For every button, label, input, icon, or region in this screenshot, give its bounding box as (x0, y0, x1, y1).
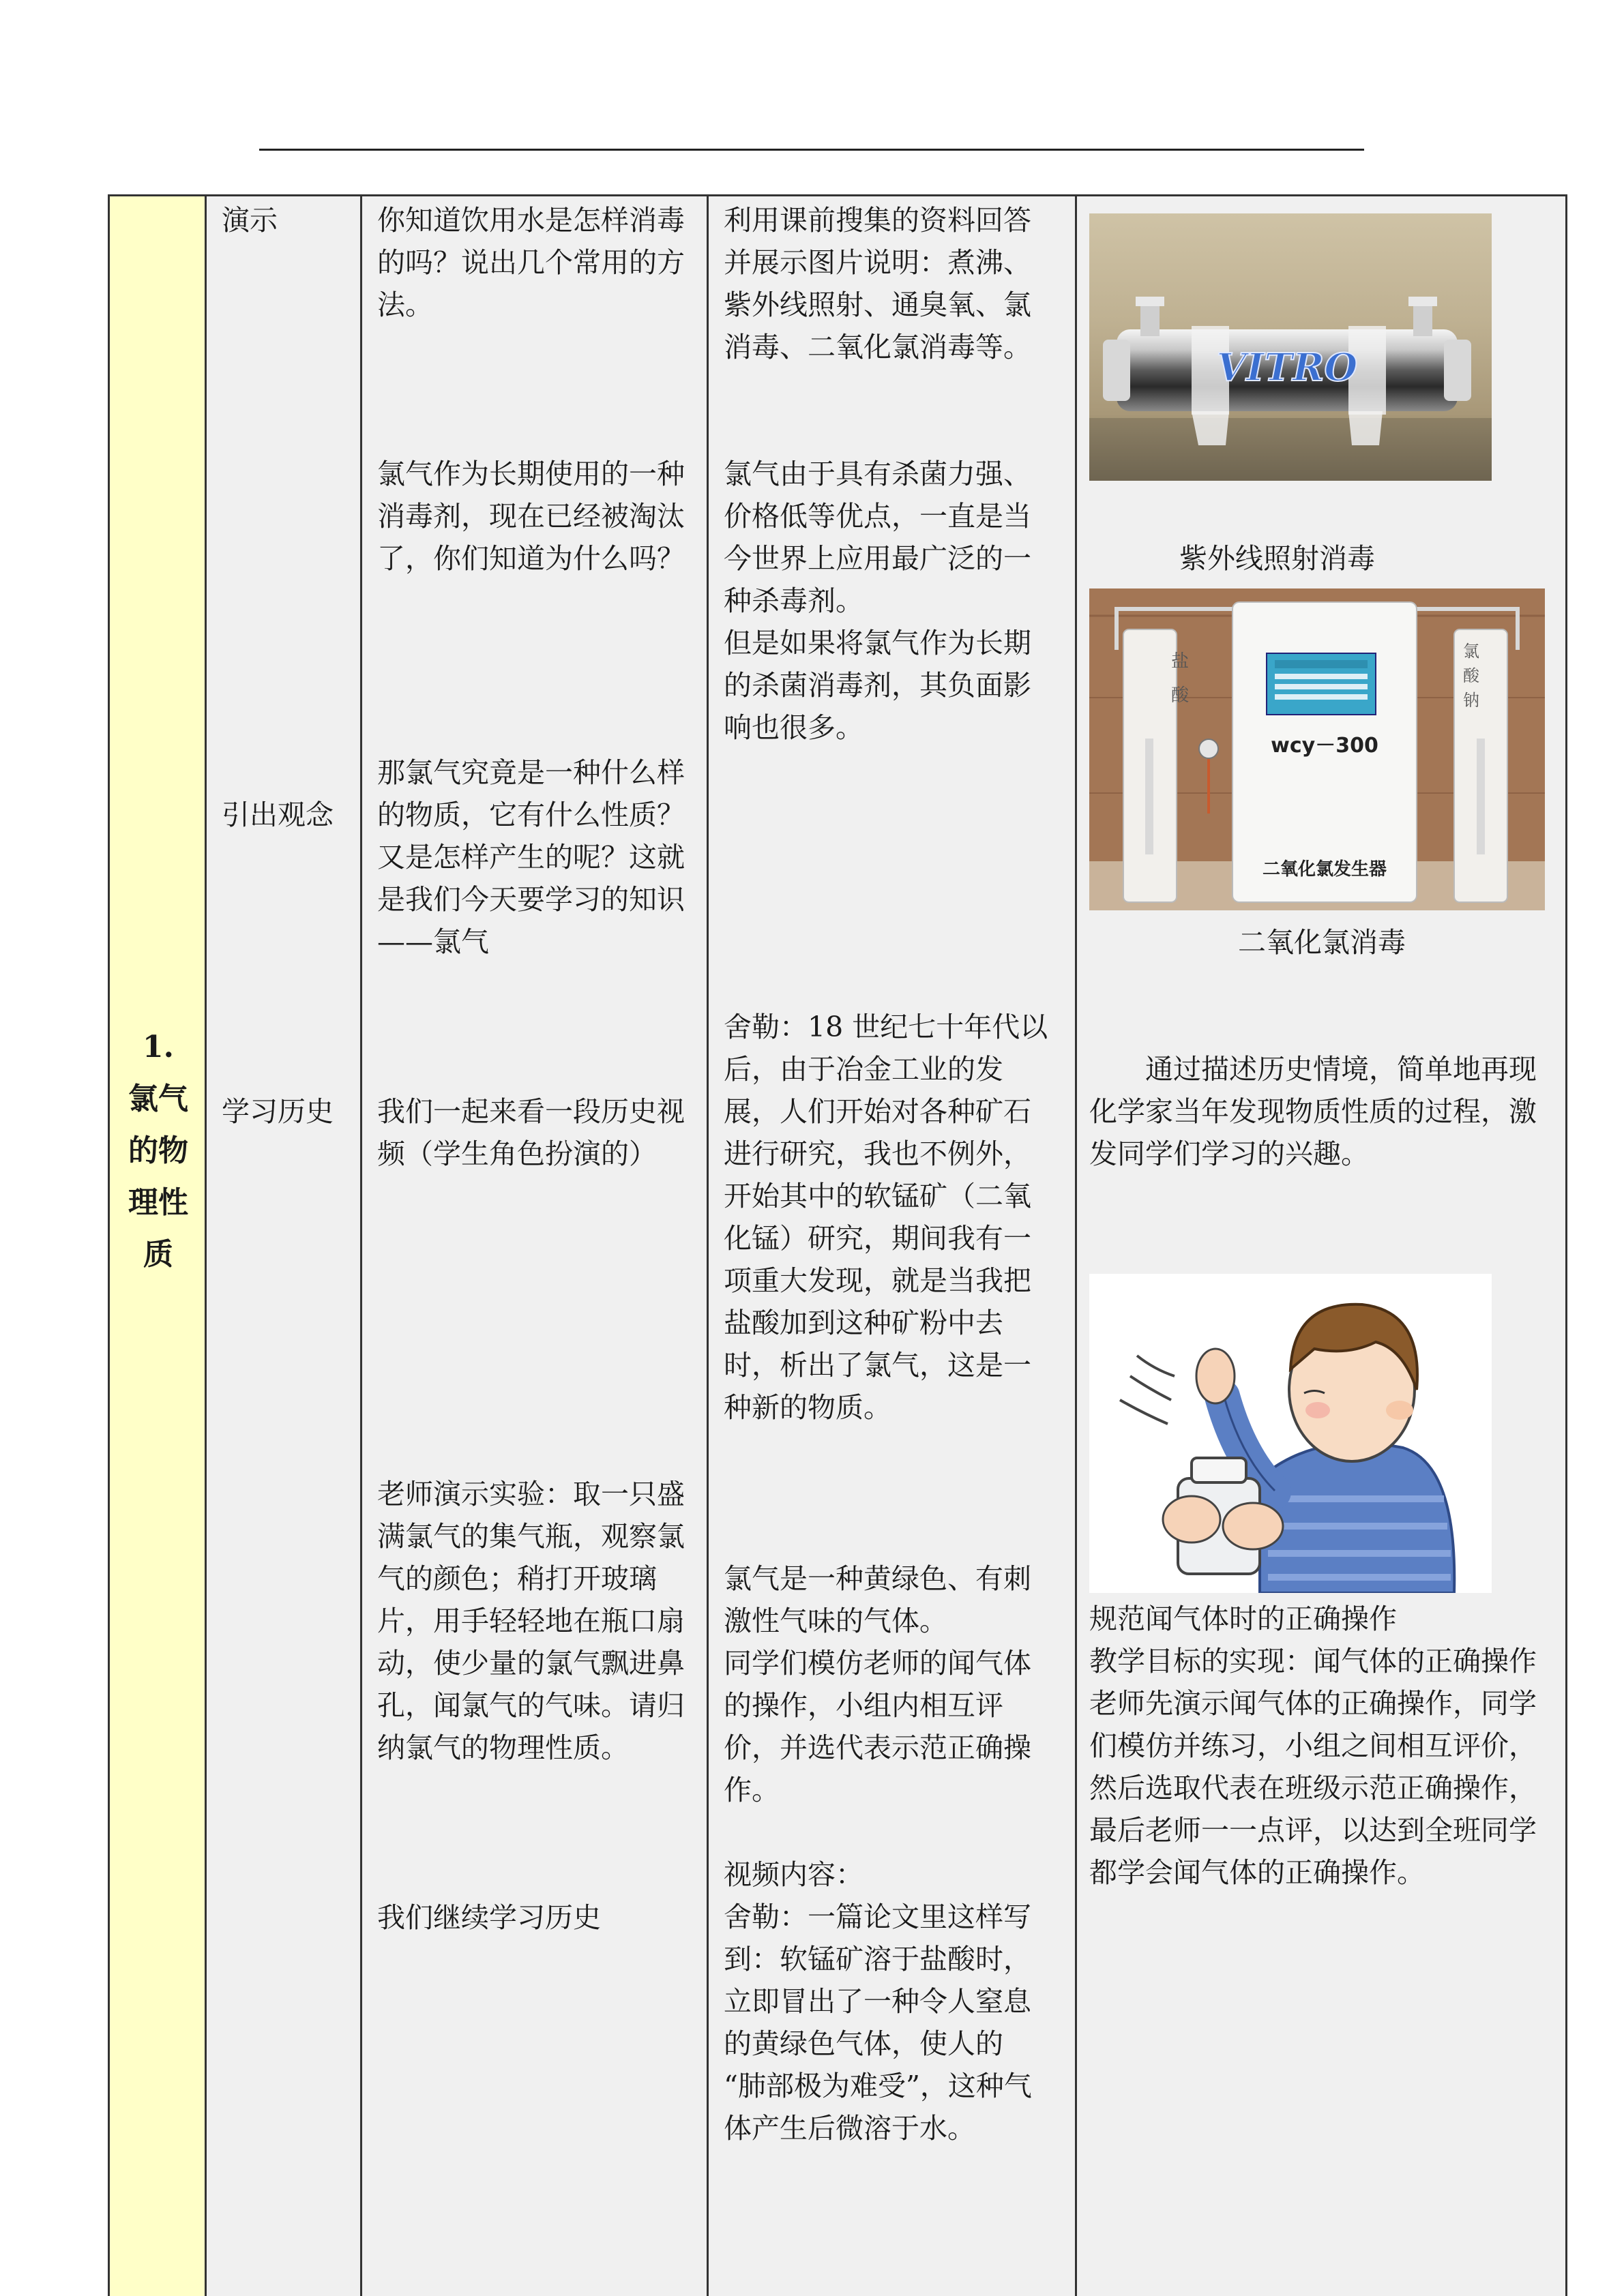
tank-left-label: 盐酸 (1171, 651, 1190, 706)
uv-caption: 紫外线照射消毒 (1179, 542, 1375, 575)
teacher-question-water: 你知道饮用水是怎样消毒 的吗？说出几个常用的方 法。 (377, 204, 685, 321)
uv-sterilizer-illustration (1089, 213, 1492, 481)
intent-column (1077, 196, 1569, 2296)
stage-history: 学习历史 (222, 1095, 334, 1128)
smell-intent-note: 规范闻气体时的正确操作 教学目标的实现：闻气体的正确操作 老师先演示闻气体的正确操作，同学 们模仿并练习，小组之间相互评价， 然后选取代表在班级示范正确操作， 最后老师一一点评，以达到全班同学 都学会闻气体的正确操作。 (1089, 1602, 1537, 1889)
section-column (110, 196, 207, 2296)
generator-illustration (1089, 588, 1545, 910)
section-title-line: 理性 (128, 1185, 188, 1220)
teacher-question-chlorine-replaced: 氯气作为长期使用的一种 消毒剂，现在已经被淘汰 了，你们知道为什么吗？ (377, 458, 685, 575)
uv-sterilizer-photo (1089, 213, 1492, 481)
section-title (110, 1022, 207, 1281)
student-column (709, 196, 1077, 2296)
student-observation-and-video: 氯气是一种黄绿色、有刺 激性气味的气体。 同学们模仿老师的闻气体 的操作，小组内相互评 价，并选代表示范正确操 作。 视频内容： 舍勒：一篇论文里这样写 到：软锰矿溶于盐酸时， 立即冒出了一种令人窒息 的黄绿色气体，使人的 “肺部极为难受”，这种气 体产生后微溶于水。 (724, 1562, 1032, 2145)
clo2-caption: 二氧化氯消毒 (1238, 926, 1406, 959)
section-number: 1. (143, 1030, 174, 1064)
student-scheele-roleplay: 舍勒：18 世纪七十年代以 后，由于冶金工业的发 展，人们开始对各种矿石 进行研究，我也不例外， 开始其中的软锰矿（二氧 化锰）研究，期间我有一 项重大发现，就是当我把 盐酸加到这种矿粉中去 时，析出了氯气，这是一 种新的物质。 (724, 1011, 1048, 1424)
generator-nameplate: 二氧化氯发生器 (1262, 859, 1387, 880)
stage-concept: 引出观念 (222, 799, 334, 831)
stage-demo: 演示 (222, 204, 278, 237)
header-rule (259, 149, 1364, 151)
uv-brand-label: VITRO (1216, 345, 1358, 390)
chlorine-dioxide-generator-photo (1089, 588, 1545, 910)
boy-fanning-gas-drawing (1089, 1274, 1492, 1593)
history-intent-note: 通过描述历史情境，简单地再现 化学家当年发现物质性质的过程，激 发同学们学习的兴趣。 (1089, 1053, 1537, 1170)
student-answer-methods: 利用课前搜集的资料回答 并展示图片说明：煮沸、 紫外线照射、通臭氧、氯 消毒、二氧化氯消毒等。 (724, 204, 1031, 363)
smell-gas-illustration (1089, 1274, 1492, 1593)
section-title-line: 氯气 (128, 1082, 188, 1116)
teacher-continue-history: 我们继续学习历史 (377, 1901, 601, 1934)
stage-column (207, 196, 362, 2296)
teacher-introduce-chlorine: 那氯气究竟是一种什么样 的物质，它有什么性质？ 又是怎样产生的呢？这就 是我们今天要学习的知识 ——氯气 (377, 756, 685, 958)
student-answer-chlorine-pros-cons: 氯气由于具有杀菌力强、 价格低等优点，一直是当 今世界上应用最广泛的一 种杀毒剂。 但是如果将氯气作为长期 的杀菌消毒剂，其负面影 响也很多。 (724, 458, 1031, 744)
lesson-table (108, 194, 1567, 2296)
teacher-demo-experiment: 老师演示实验：取一只盛 满氯气的集气瓶，观察氯 气的颜色；稍打开玻璃 片，用手轻轻地在瓶口扇 动，使少量的氯气飘进鼻 孔，闻氯气的气味。请归 纳氯气的物理性质。 (377, 1478, 685, 1764)
generator-model-label: wcy－300 (1271, 734, 1378, 758)
teacher-history-video: 我们一起来看一段历史视 频（学生角色扮演的） (377, 1095, 685, 1170)
section-title-line: 质 (143, 1237, 173, 1272)
section-title-line: 的物 (128, 1133, 188, 1168)
tank-right-label: 氯酸钠 (1463, 642, 1479, 710)
teacher-column (362, 196, 709, 2296)
